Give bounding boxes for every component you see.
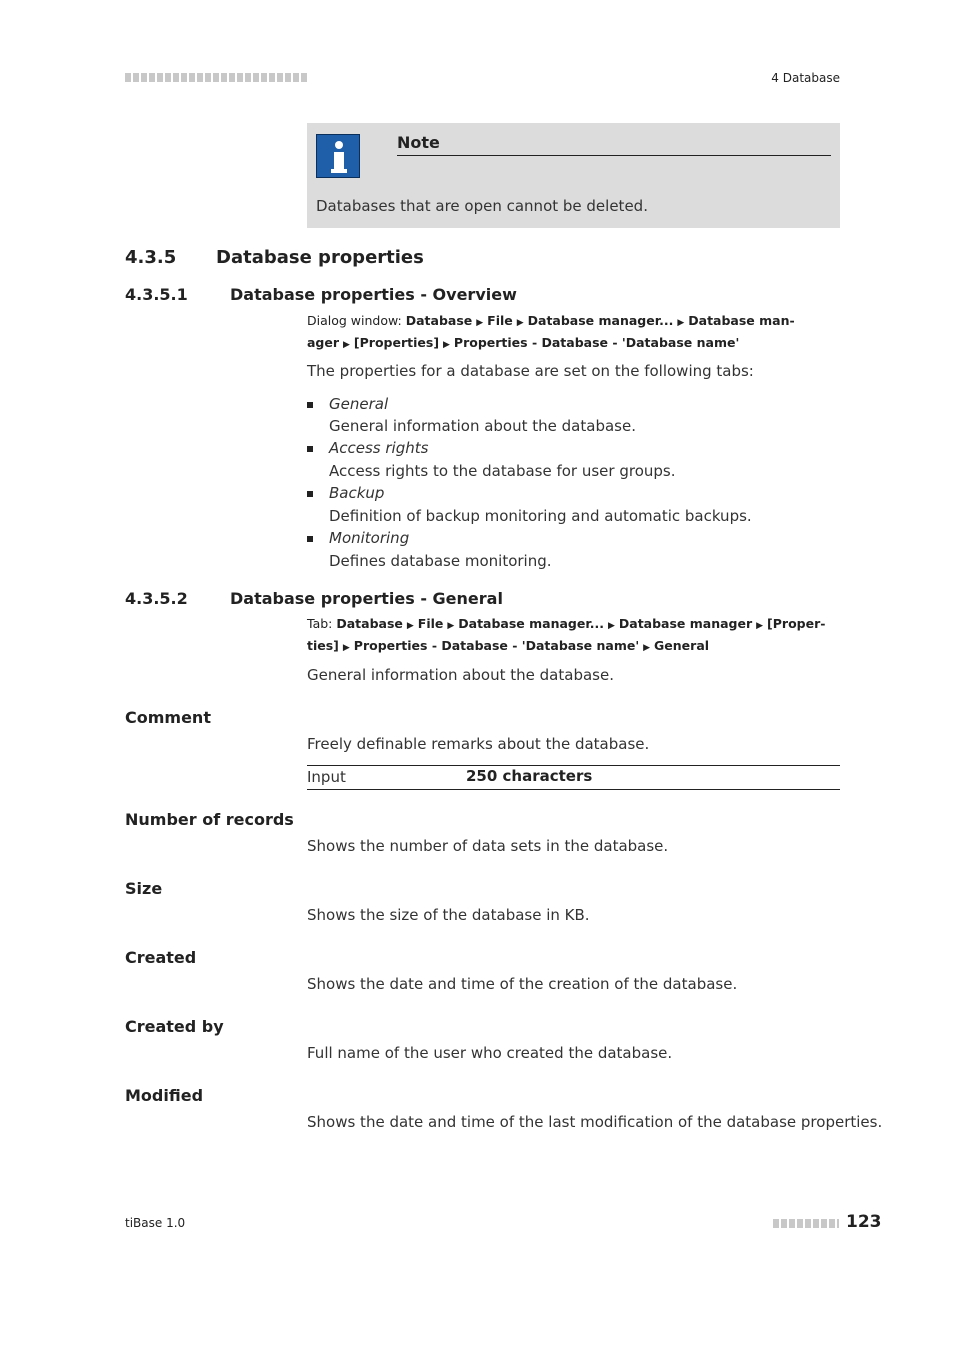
list-item-title: General bbox=[329, 395, 389, 413]
param-name: Created bbox=[125, 948, 197, 967]
bullet bbox=[307, 491, 313, 497]
tab-path: Tab: Database ▶ File ▶ Database manager... ▶ Database manager ▶ [Proper- ties] ▶ Properties - Database - 'Database name' ▶ General bbox=[307, 616, 826, 653]
page-number: 123 bbox=[846, 1212, 882, 1232]
subsection-number: 4.3.5.1 bbox=[125, 285, 188, 304]
param-name: Number of records bbox=[125, 810, 294, 829]
note-divider bbox=[397, 155, 831, 156]
header-decoration bbox=[125, 73, 307, 82]
param-desc: Shows the number of data sets in the database. bbox=[307, 837, 669, 855]
subsection-title: Database properties - General bbox=[230, 589, 503, 608]
overview-intro: The properties for a database are set on the following tabs: bbox=[307, 362, 754, 380]
param-name: Created by bbox=[125, 1017, 224, 1036]
bullet bbox=[307, 402, 313, 408]
list-item-title: Monitoring bbox=[329, 529, 410, 547]
chapter-title: 4 Database bbox=[771, 71, 840, 85]
note-title: Note bbox=[397, 133, 440, 152]
table-rule-top bbox=[307, 765, 840, 766]
param-desc: Shows the date and time of the last modification of the database properties. bbox=[307, 1113, 883, 1131]
general-intro: General information about the database. bbox=[307, 666, 614, 684]
input-label: Input bbox=[307, 768, 346, 786]
list-item-title: Backup bbox=[329, 484, 385, 502]
section-title: Database properties bbox=[216, 247, 424, 268]
subsection-title: Database properties - Overview bbox=[230, 285, 517, 304]
param-desc: Freely definable remarks about the database. bbox=[307, 735, 650, 753]
param-desc: Full name of the user who created the database. bbox=[307, 1044, 673, 1062]
list-item-desc: General information about the database. bbox=[329, 417, 636, 435]
table-rule-bottom bbox=[307, 789, 840, 790]
bullet bbox=[307, 446, 313, 452]
list-item-title: Access rights bbox=[329, 439, 429, 457]
bullet bbox=[307, 536, 313, 542]
info-icon bbox=[316, 134, 360, 178]
list-item-desc: Defines database monitoring. bbox=[329, 552, 552, 570]
param-name: Modified bbox=[125, 1086, 204, 1105]
dialog-path: Dialog window: Database ▶ File ▶ Database manager... ▶ Database man- ager ▶ [Properties] ▶ Properties - Database - 'Database name' bbox=[307, 313, 795, 350]
footer-product: tiBase 1.0 bbox=[125, 1216, 186, 1230]
param-desc: Shows the size of the database in KB. bbox=[307, 906, 590, 924]
footer-decoration bbox=[773, 1219, 839, 1228]
list-item-desc: Definition of backup monitoring and automatic backups. bbox=[329, 507, 752, 525]
param-name: Size bbox=[125, 879, 163, 898]
param-desc: Shows the date and time of the creation of the database. bbox=[307, 975, 738, 993]
input-value: 250 characters bbox=[466, 767, 593, 785]
param-name: Comment bbox=[125, 708, 211, 727]
subsection-number: 4.3.5.2 bbox=[125, 589, 188, 608]
section-number: 4.3.5 bbox=[125, 247, 177, 268]
list-item-desc: Access rights to the database for user groups. bbox=[329, 462, 676, 480]
note-text: Databases that are open cannot be deleted. bbox=[316, 197, 648, 215]
